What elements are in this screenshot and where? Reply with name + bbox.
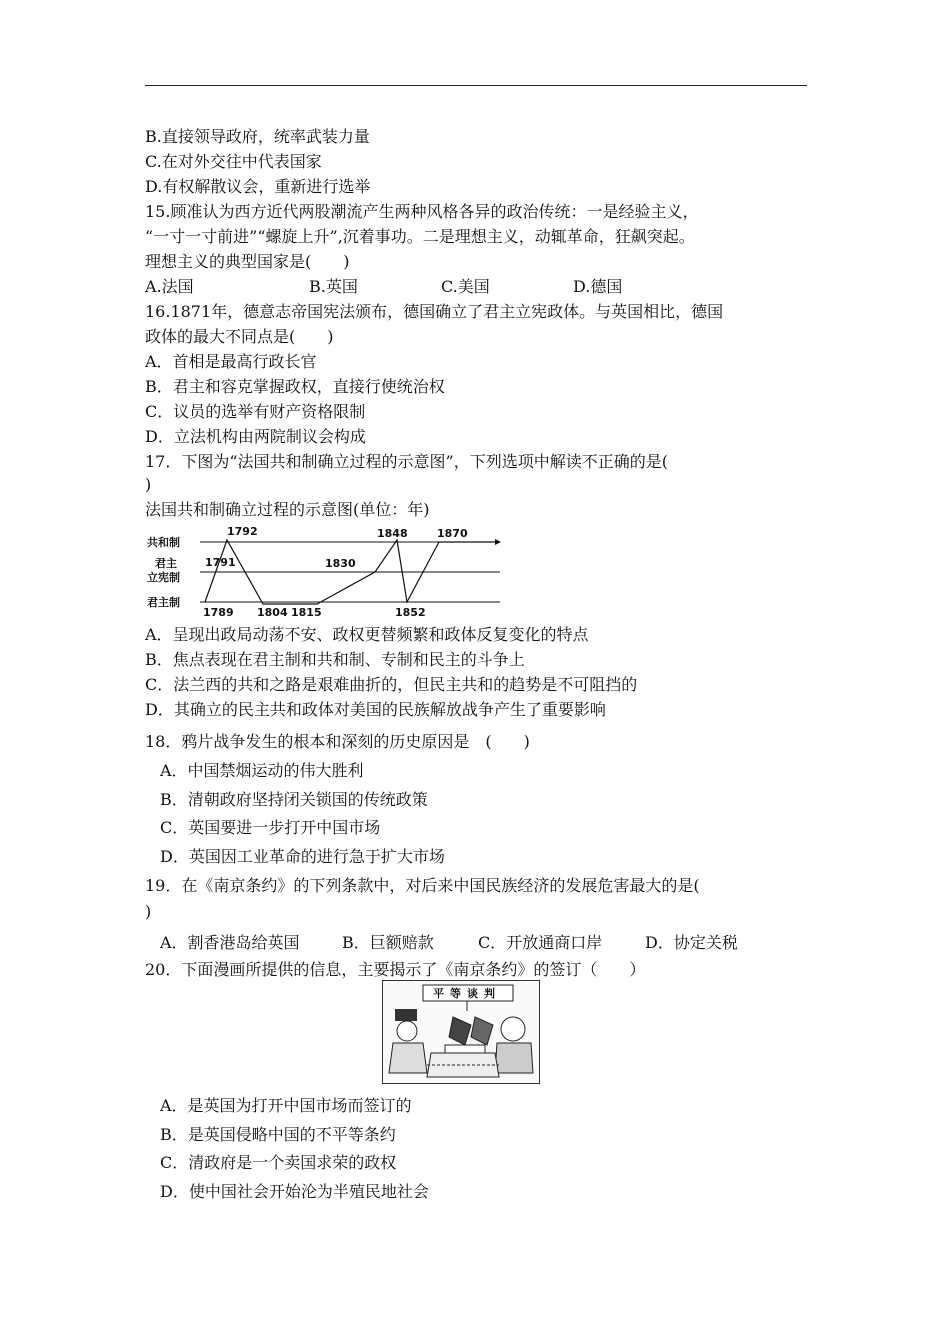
q19-stem-1: 19．在《南京条约》的下列条款中，对后来中国民族经济的发展危害最大的是( (145, 876, 700, 895)
q16-stem-2: 政体的最大不同点是( ) (145, 327, 334, 346)
year-1830: 1830 (325, 557, 356, 570)
year-1815: 1815 (291, 606, 322, 619)
label-constitutional-1: 君主 (155, 557, 177, 570)
cartoon-banner: 平等谈判 (433, 987, 501, 1000)
year-1791: 1791 (205, 556, 236, 569)
label-monarchy: 君主制 (147, 596, 180, 609)
header-rule (145, 85, 807, 86)
q18-stem: 18．鸦片战争发生的根本和深刻的历史原因是 ( ) (145, 732, 530, 751)
year-1804: 1804 (257, 606, 288, 619)
year-1789: 1789 (203, 606, 234, 619)
q17-option-a: A．呈现出政局动荡不安、政权更替频繁和政体反复变化的特点 (145, 625, 589, 644)
q20-option-a: A．是英国为打开中国市场而签订的 (160, 1096, 412, 1115)
q19-option-a: A．割香港岛给英国 (160, 933, 300, 952)
q19-option-c: C．开放通商口岸 (478, 933, 603, 952)
q17-stem-1: 17．下图为“法国共和制确立过程的示意图”，下列选项中解读不正确的是( (145, 452, 668, 471)
q20-option-b: B．是英国侵略中国的不平等条约 (160, 1125, 396, 1144)
q17-option-b: B．焦点表现在君主制和共和制、专制和民主的斗争上 (145, 650, 525, 669)
q14-option-b: B.直接领导政府，统率武装力量 (145, 127, 370, 146)
q15-option-a: A.法国 (145, 277, 194, 296)
q15-option-d: D.德国 (573, 277, 623, 296)
q16-stem-1: 16.1871年，德意志帝国宪法颁布，德国确立了君主立宪政体。与英国相比，德国 (145, 302, 724, 321)
q14-option-c: C.在对外交往中代表国家 (145, 152, 322, 171)
year-1848: 1848 (377, 527, 408, 540)
q14-option-d: D.有权解散议会，重新进行选举 (145, 177, 371, 196)
france-republic-diagram (145, 522, 505, 620)
q16-option-d: D．立法机构由两院制议会构成 (145, 427, 366, 446)
q20-stem: 20．下面漫画所提供的信息，主要揭示了《南京条约》的签订（ ） (145, 960, 646, 979)
q16-option-c: C．议员的选举有财产资格限制 (145, 402, 366, 421)
year-1852: 1852 (395, 606, 426, 619)
q18-option-b: B．清朝政府坚持闭关锁国的传统政策 (160, 790, 428, 809)
q16-option-a: A．首相是最高行政长官 (145, 352, 317, 371)
label-constitutional-2: 立宪制 (147, 571, 180, 584)
q19-option-b: B．巨额赔款 (342, 933, 434, 952)
q15-stem-2: “一寸一寸前进”“螺旋上升”,沉着事功。二是理想主义，动辄革命，狂飙突起。 (145, 227, 695, 246)
q15-option-c: C.美国 (441, 277, 490, 296)
label-republic: 共和制 (147, 536, 180, 549)
q16-option-b: B．君主和容克掌握政权，直接行使统治权 (145, 377, 445, 396)
q15-stem-3: 理想主义的典型国家是( ) (145, 252, 350, 271)
q20-option-c: C．清政府是一个卖国求荣的政权 (160, 1153, 397, 1172)
year-1792: 1792 (227, 525, 258, 538)
q17-stem-2: ) (145, 475, 152, 494)
q18-option-d: D．英国因工业革命的进行急于扩大市场 (160, 847, 445, 866)
q17-option-d: D．其确立的民主共和政体对美国的民族解放战争产生了重要影响 (145, 700, 606, 719)
q15-option-b: B.英国 (309, 277, 358, 296)
q17-option-c: C．法兰西的共和之路是艰难曲折的，但民主共和的趋势是不可阻挡的 (145, 675, 638, 694)
cartoon-image (382, 980, 540, 1084)
q20-option-d: D．使中国社会开始沦为半殖民地社会 (160, 1182, 429, 1201)
q18-option-c: C．英国要进一步打开中国市场 (160, 818, 381, 837)
q18-option-a: A．中国禁烟运动的伟大胜利 (160, 761, 364, 780)
q19-stem-2: ) (145, 902, 152, 921)
q17-diagram-caption: 法国共和制确立过程的示意图(单位：年) (145, 500, 430, 519)
q19-option-d: D．协定关税 (645, 933, 738, 952)
q15-stem-1: 15.顾准认为西方近代两股潮流产生两种风格各异的政治传统：一是经验主义， (145, 202, 699, 221)
year-1870: 1870 (437, 527, 468, 540)
